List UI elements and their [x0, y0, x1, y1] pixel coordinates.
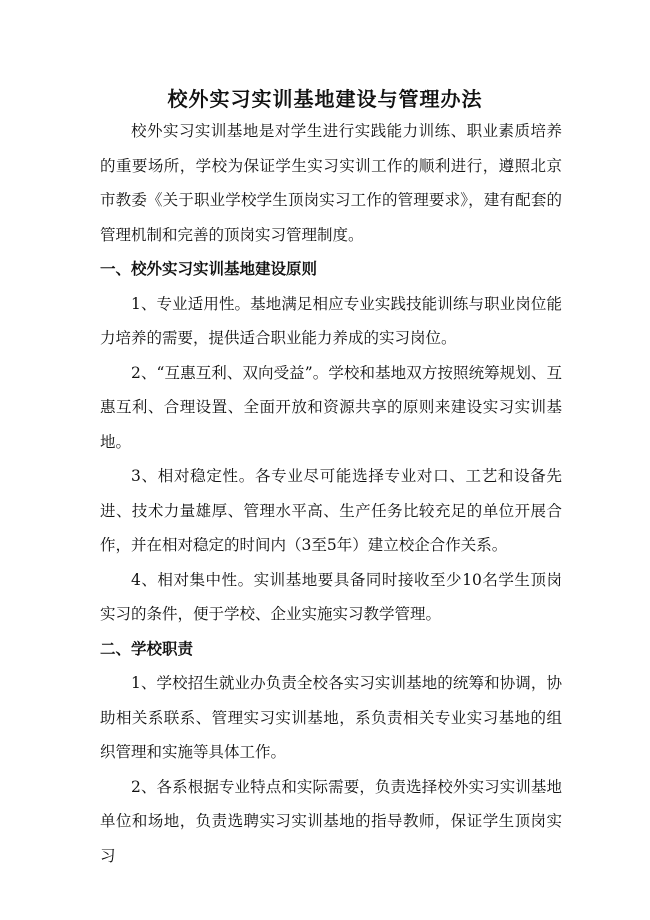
section-1-item-2: 2、“互惠互利、双向受益”。学校和基地双方按照统筹规划、互惠互利、合理设置、全面开放和资源共享的原则来建设实习实训基地。: [100, 363, 562, 451]
section-2-item-1: 1、学校招生就业办负责全校各实习实训基地的统筹和协调，协助相关系联系、管理实习实训基地，系负责相关专业实习基地的组织管理和实施等具体工作。: [100, 674, 562, 761]
section-2-item-2: 2、各系根据专业特点和实际需要，负责选择校外实习实训基地单位和场地，负责选聘实习实训基地的指导教师，保证学生顶岗实习: [100, 777, 562, 865]
section-1-item-4: 4、相对集中性。实训基地要具备同时接收至少10名学生顶岗实习的条件，便于学校、企业实施实习教学管理。: [100, 570, 562, 623]
section-1-heading: 一、校外实习实训基地建设原则: [100, 260, 318, 278]
section-1-item-1: 1、专业适用性。基地满足相应专业实践技能训练与职业岗位能力培养的需要，提供适合职业能力养成的实习岗位。: [100, 294, 562, 347]
section-1-item-3: 3、相对稳定性。各专业尽可能选择专业对口、工艺和设备先进、技术力量雄厚、管理水平高、生产任务比较充足的单位开展合作，并在相对稳定的时间内（3至5年）建立校企合作关系。: [100, 467, 562, 554]
intro-paragraph: 校外实习实训基地是对学生进行实践能力训练、职业素质培养的重要场所，学校为保证学生实习实训工作的顺利进行，遵照北京市教委《关于职业学校学生顶岗实习工作的管理要求》，建有配套的管理机制和完善的顶岗实习管理制度。: [100, 122, 562, 244]
document-body: [100, 114, 562, 873]
section-2-heading: 二、学校职责: [100, 639, 194, 658]
document-title: 校外实习实训基地建设与管理办法: [167, 87, 483, 111]
